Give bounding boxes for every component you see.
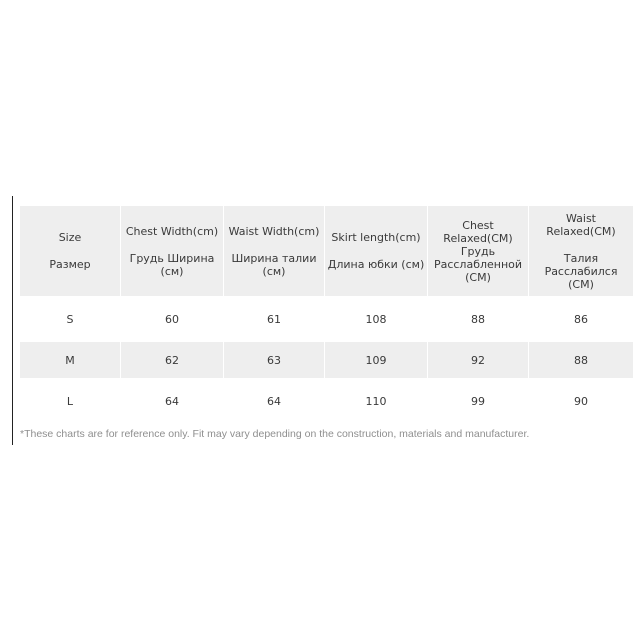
- header-skirt-length: [325, 206, 427, 296]
- table-cell: 64: [165, 394, 179, 408]
- header-skirt-length-ru: Длина юбки (см): [327, 258, 425, 271]
- header-waist-width-en: Waist Width(cm): [228, 224, 320, 238]
- left-divider: [12, 196, 13, 445]
- header-chest-width-ru: Грудь Ширина (см): [129, 251, 215, 278]
- header-skirt-length-en: Skirt length(cm): [331, 231, 421, 244]
- disclaimer-footnote: *These charts are for reference only. Fit may vary depending on the construction, materials and manufacturer.: [20, 428, 530, 440]
- header-size-ru: Размер: [49, 258, 91, 271]
- header-waist-relaxed: [529, 206, 633, 296]
- table-cell: 61: [267, 312, 281, 326]
- header-waist-width-ru: Ширина талии (см): [231, 251, 317, 278]
- header-chest-width: [121, 206, 223, 296]
- table-cell: 62: [121, 342, 223, 378]
- header-waist-relaxed-ru: Талия Расслабился (CM): [544, 251, 618, 291]
- header-chest-relaxed: [428, 206, 528, 296]
- header-waist-relaxed-en: Waist Relaxed(CM): [546, 211, 616, 238]
- table-cell: 88: [529, 342, 633, 378]
- header-chest-width-en: Chest Width(cm): [125, 224, 219, 238]
- table-cell: 110: [365, 394, 387, 408]
- table-cell: 64: [267, 394, 281, 408]
- table-cell: 109: [325, 342, 427, 378]
- header-size: [20, 206, 120, 296]
- table-cell: 92: [428, 342, 528, 378]
- table-cell: 99: [471, 394, 485, 408]
- table-cell: 86: [574, 312, 588, 326]
- table-cell: 108: [365, 312, 387, 326]
- table-cell: 63: [224, 342, 324, 378]
- size-chart-table: [20, 206, 628, 419]
- table-cell: 60: [165, 312, 179, 326]
- table-cell: M: [20, 342, 120, 378]
- table-cell: 88: [471, 312, 485, 326]
- header-waist-width: [224, 206, 324, 296]
- header-chest-relaxed-en: Chest Relaxed(CM): [443, 218, 513, 245]
- header-size-en: Size: [58, 231, 82, 244]
- table-cell: S: [66, 312, 74, 326]
- table-cell: L: [66, 394, 74, 408]
- table-cell: 90: [574, 394, 588, 408]
- header-chest-relaxed-ru: Грудь Расслабленной (CM): [433, 244, 523, 284]
